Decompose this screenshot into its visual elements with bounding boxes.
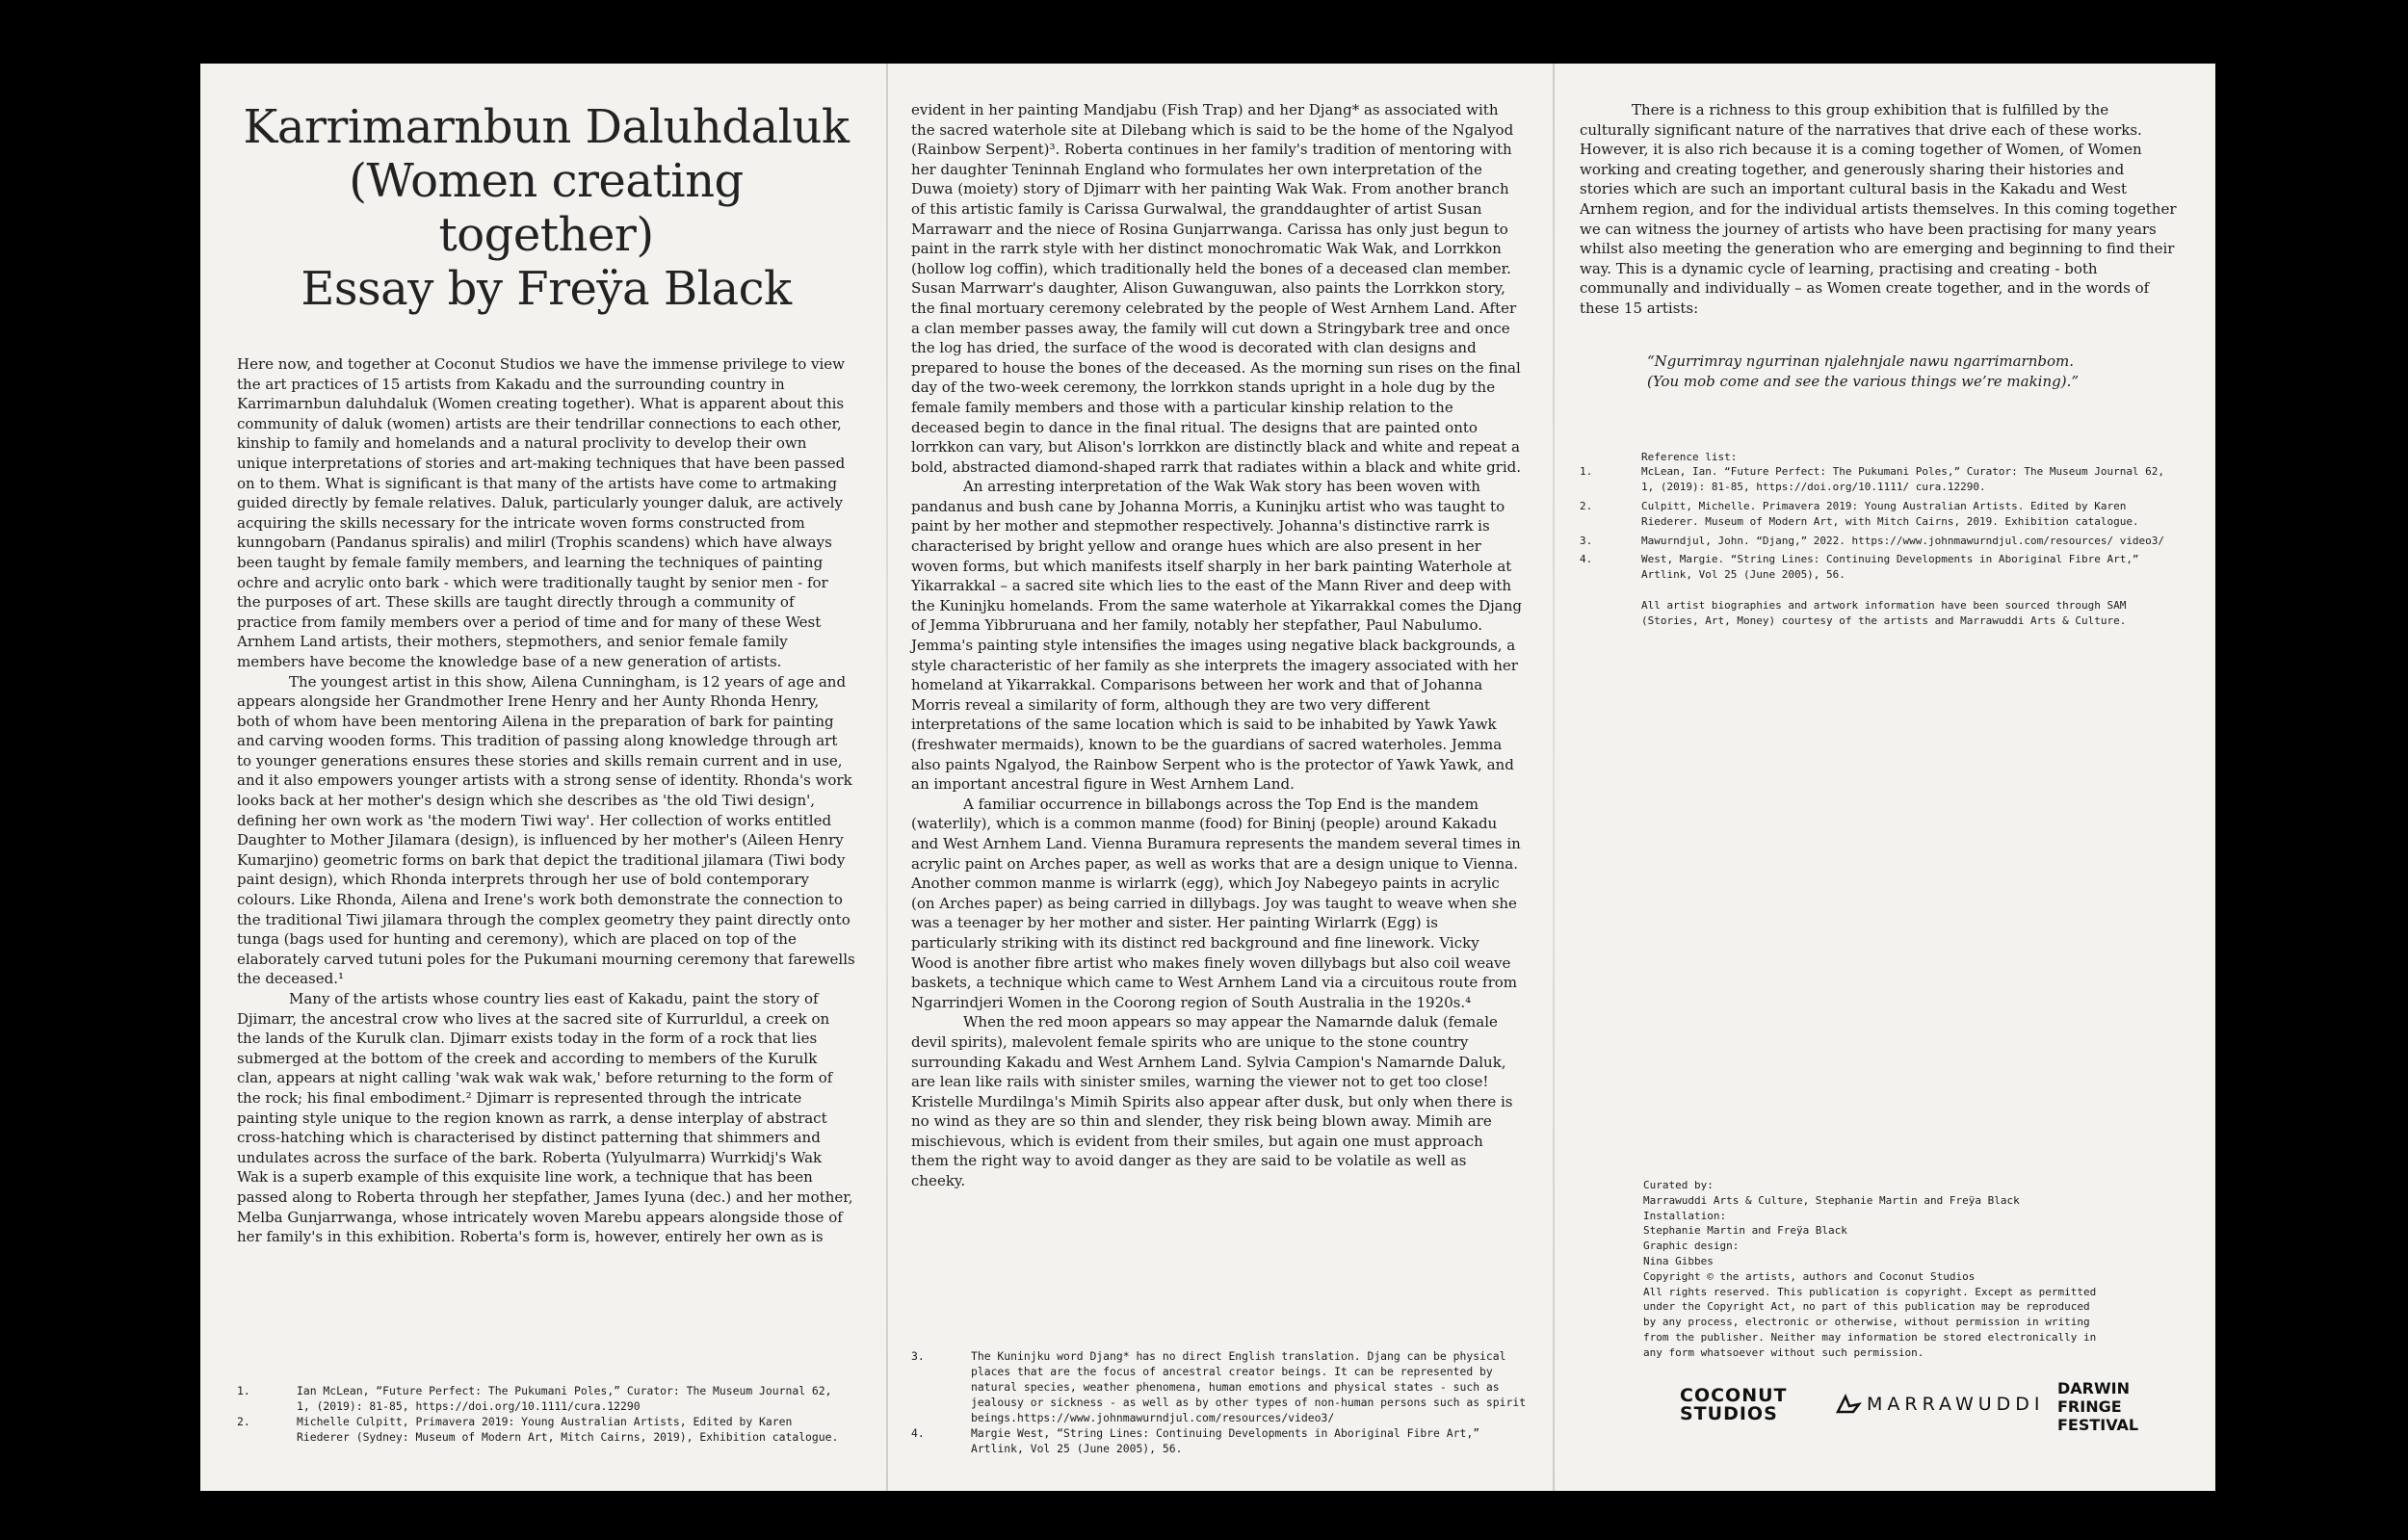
credit-line: All rights reserved. This publication is copyright. Except as permitted <box>1643 1285 2097 1298</box>
reference-item: 1. McLean, Ian. “Future Perfect: The Pukumani Poles,” Curator: The Museum Journal 62, 1, (2019): 81-85, https://doi.org/10.1111/ cura.12290. <box>1580 465 2165 494</box>
essay-body-col1 <box>237 354 855 1247</box>
sources-note: All artist biographies and artwork information have been sourced through SAM (Stories, Art, Money) courtesy of the artists and Marrawuddi Arts & Culture. <box>1641 598 2127 627</box>
marrawuddi-figure-icon <box>1834 1393 1863 1416</box>
reference-heading: Reference list: <box>1641 450 1738 463</box>
credit-line: from the publisher. Neither may information be stored electronically in <box>1643 1330 2097 1344</box>
credit-line: Graphic design: <box>1643 1240 1740 1253</box>
paragraph: There is a richness to this group exhibition that is fulfilled by the culturally significant nature of the narratives that drive each of these works. However, it is also rich because it is a coming together of Women, of Women working and creating together, and generously sharing their histories and stories which are such an important cultural basis in the Kakadu and West Arnhem region, and for the individual artists themselves. In this coming together we can witness the journey of artists who have been practising for many years whilst also meeting the generation who are emerging and beginning to find their way. This is a dynamic cycle of learning, practising and creating - both communally and individually – as Women create together, and in the words of these 15 artists: <box>1580 101 2177 317</box>
credit-line: Copyright © the artists, authors and Coconut Studios <box>1643 1269 1976 1283</box>
credit-line: Nina Gibbes <box>1643 1254 1714 1267</box>
reference-list <box>1580 450 2177 629</box>
panel-middle <box>888 64 1553 1491</box>
paragraph: Here now, and together at Coconut Studios we have the immense privilege to view the art practices of 15 artists from Kakadu and the surrounding country in Karrimarnbun daluhdaluk (Women creating together). What is apparent about this community of daluk (women) artists are their tendrillar connections to each other, kinship to family and homelands and a natural proclivity to develop their own unique interpretations of stories and art-making techniques that have been passed on to them. What is significant is that many of the artists have come to artmaking guided directly by female relatives. Daluk, particularly younger daluk, are actively acquiring the skills necessary for the intricate woven forms constructed from kunngobarn (Pandanus spiralis) and milirl (Trophis scandens) which have always been taught by female family members, and learning the techniques of painting ochre and acrylic onto bark - which were traditionally taught by senior men - for the purposes of art. These skills are taught directly through a community of practice from family members over a period of time and for many of these West Arnhem Land artists, their mothers, stepmothers, and senior female family members have become the knowledge base of a new generation of artists. <box>237 355 846 670</box>
paragraph: The youngest artist in this show, Ailena Cunningham, is 12 years of age and appears alongside her Grandmother Irene Henry and her Aunty Rhonda Henry, both of whom have been mentoring Ailena in the preparation of bark for painting and carving wooden forms. This tradition of passing along knowledge through art to younger generations ensures these stories and skills remain current and in use, and it also empowers younger artists with a strong sense of identity. Rhonda's work looks back at her mother's design which she describes as 'the old Tiwi design', defining her own work as 'the modern Tiwi way'. Her collection of works entitled Daughter to Mother Jilamara (design), is influenced by her mother's (Aileen Henry Kumarjino) geometric forms on bark that depict the traditional jilamara (Tiwi body paint design), which Rhonda interprets through her use of bold contemporary colours. Like Rhonda, Ailena and Irene's work both demonstrate the connection to the traditional Tiwi jilamara through the complex geometry they paint directly onto tunga (bags used for hunting and ceremony), which are placed on top of the elaborately carved tutuni poles for the Pukumani mourning ceremony that farewells the deceased.¹ <box>237 672 855 988</box>
footnote: 1. Ian McLean, “Future Perfect: The Pukumani Poles,” Curator: The Museum Journal 62, 1, (2019): 81-85, https://doi.org/10.1111/cura.12290 <box>237 1384 832 1413</box>
paragraph: A familiar occurrence in billabongs across the Top End is the mandem (waterlily), which is a common manme (food) for Bininj (people) around Kakadu and West Arnhem Land. Vienna Buramura represents the mandem several times in acrylic paint on Arches paper, as well as works that are a design unique to Vienna. Another common manme is wirlarrk (egg), which Joy Nabegeyo paints in acrylic (on Arches paper) as being carried in dillybags. Joy was taught to weave when she was a teenager by her mother and sister. Her painting Wirlarrk (Egg) is particularly striking with its distinct red background and fine linework. Vicky Wood is another fibre artist who makes finely woven dillybags but also coil weave baskets, a technique which came to West Arnhem Land via a circuitous route from Ngarrindjeri Women in the Coorong region of South Australia in the 1920s.⁴ <box>911 795 1521 1011</box>
title-line: Essay by Freÿa Black <box>301 262 792 316</box>
coconut-studios-logo: COCONUT STUDIOS <box>1680 1385 1788 1424</box>
paragraph: evident in her painting Mandjabu (Fish Trap) and her Djang* as associated with the sacred waterhole site at Dilebang which is said to be the home of the Ngalyod (Rainbow Serpent)³. Roberta continues in her family's tradition of mentoring with her daughter Teninnah England who formulates her own interpretation of the Duwa (moiety) story of Djimarr with her painting Wak Wak. From another branch of this artistic family is Carissa Gurwalwal, the granddaughter of artist Susan Marrawarr and the niece of Rosina Gunjarrwanga. Carissa has only just begun to paint in the rarrk style with her distinct monochromatic Wak Wak, and Lorrkkon (hollow log coffin), which traditionally held the bones of a deceased clan member. Susan Marrwarr's daughter, Alison Guwanguwan, also paints the Lorrkkon story, the final mortuary ceremony celebrated by the people of West Arnhem Land. After a clan member passes away, the family will cut down a Stringybark tree and once the log has dried, the surface of the wood is decorated with clan designs and prepared to house the bones of the deceased. As the morning sun rises on the final day of the two-week ceremony, the lorrkkon stands upright in a hole dug by the female family members and those with a particular kinship relation to the deceased begin to dance in the final ritual. The designs that are painted onto lorrkkon can vary, but Alison's lorrkkon are distinctly black and white and repeat a bold, abstracted diamond-shaped rarrk that radiates within a black and white grid. <box>911 101 1522 476</box>
marrawuddi-logo: MARRAWUDDI <box>1834 1393 2045 1416</box>
paragraph: An arresting interpretation of the Wak Wak story has been woven with pandanus and bush cane by Johanna Morris, a Kuninjku artist who was taught to paint by her mother and stepmother respectively. Johanna's distinctive rarrk is characterised by bright yellow and orange hues which are also present in her woven forms, but which manifests itself sharply in her bark painting Waterhole at Yikarrakkal – a sacred site which lies to the east of the Mann River and deep with the Kuninjku homelands. From the same waterhole at Yikarrakkal comes the Djang of Jemma Yibbruruana and her family, notably her stepfather, Paul Nabulumo. Jemma's painting style intensifies the images using negative black backgrounds, a style characteristic of her family as she interprets the imagery associated with her homeland at Yikarrakkal. Comparisons between her work and that of Johanna Morris reveal a similarity of form, although they are two very different interpretations of the same location which is said to be inhabited by Yawk Yawk (freshwater mermaids), known to be the guardians of sacred waterholes. Jemma also paints Ngalyod, the Rainbow Serpent who is the protector of Yawk Yawk, and an important ancestral figure in West Arnhem Land. <box>911 478 1523 794</box>
closing-quote <box>1647 352 2177 392</box>
quote-line: “Ngurrimray ngurrinan njalehnjale nawu ngarrimarnbom. <box>1647 352 2074 370</box>
footnotes-middle <box>911 1348 1528 1456</box>
credit-line: under the Copyright Act, no part of this publication may be reproduced <box>1643 1300 2090 1314</box>
panel-left <box>200 64 886 1491</box>
footnote: 3. The Kuninjku word Djang* has no direct English translation. Djang can be physical places that are the focus of ancestral creator beings. It can be represented by natural species, weather phenomena, human emotions and physical states - such as jealousy or sickness - as well as by other types of non-human persons such as spirit beings.https://www.johnmawurndjul.com/resources/video3/ <box>911 1349 1527 1424</box>
title-line: (Women creating together) <box>349 154 744 262</box>
footnotes-left <box>237 1383 844 1445</box>
quote-line: (You mob come and see the various things we’re making).” <box>1647 372 2080 390</box>
credit-line: Stephanie Martin and Freÿa Black <box>1643 1224 1847 1238</box>
footnote: 4. Margie West, “String Lines: Continuing Developments in Aboriginal Fibre Art,” Artlink, Vol 25 (June 2005), 56. <box>911 1426 1480 1455</box>
credits-block <box>1643 1178 2183 1361</box>
credit-line: any form whatsoever without such permission. <box>1643 1345 1924 1359</box>
reference-item: 4. West, Margie. “String Lines: Continuing Developments in Aboriginal Fibre Art,” Artlink, Vol 25 (June 2005), 56. <box>1580 553 2139 582</box>
darwin-fringe-festival-logo: DARWIN FRINGE FESTIVAL <box>2057 1379 2139 1434</box>
essay-title <box>237 100 855 316</box>
title-line: Karrimarnbun Daluhdaluk <box>243 100 850 154</box>
credit-line: Installation: <box>1643 1209 1727 1222</box>
credit-line: Curated by: <box>1643 1179 1714 1191</box>
paragraph: Many of the artists whose country lies east of Kakadu, paint the story of Djimarr, the ancestral crow who lives at the sacred site of Kurrurldul, a creek on the lands of the Kurulk clan. Djimarr exists today in the form of a rock that lies submerged at the bottom of the creek and according to members of the Kurulk clan, appears at night calling 'wak wak wak wak,' before returning to the form of the rock; his final embodiment.² Djimarr is represented through the intricate painting style unique to the region known as rarrk, a dense interplay of abstract cross-hatching which is characterised by distinct patterning that shimmers and undulates across the surface of the bark. Roberta (Yulyulmarra) Wurrkidj's Wak Wak is a superb example of this exquisite line work, a technique that has been passed along to Roberta through her stepfather, James Iyuna (dec.) and her mother, Melba Gunjarrwanga, whose intricately woven Marebu appears alongside those of her family's in this exhibition. Roberta's form is, however, entirely her own as is <box>237 990 853 1246</box>
essay-body-col3 <box>1580 100 2177 319</box>
credit-line: by any process, electronic or otherwise, without permission in writing <box>1643 1316 2090 1329</box>
credit-line: Marrawuddi Arts & Culture, Stephanie Martin and Freÿa Black <box>1643 1193 2020 1207</box>
essay-body-col2 <box>911 100 1524 1191</box>
paragraph: When the red moon appears so may appear the Namarnde daluk (female devil spirits), malevolent female spirits who are unique to the stone country surrounding Kakadu and West Arnhem Land. Sylvia Campion's Namarnde Daluk, are lean like rails with sinister smiles, warning the viewer not to get too close! Kristelle Murdilnga's Mimih Spirits also appear after dusk, but only when there is no wind as they are so thin and slender, they risk being blown away. Mimih are mischievous, which is evident from their smiles, but again one must approach them the right way to avoid danger as they are said to be volatile as well as cheeky. <box>911 1013 1513 1190</box>
reference-item: 3. Mawurndjul, John. “Djang,” 2022. https://www.johnmawurndjul.com/resources/ video3/ <box>1580 534 2165 547</box>
sponsor-logos <box>1680 1379 2142 1447</box>
reference-item: 2. Culpitt, Michelle. Primavera 2019: Young Australian Artists. Edited by Karen Riederer. Museum of Modern Art, with Mitch Cairns, 2019. Exhibition catalogue. <box>1580 499 2139 528</box>
footnote: 2. Michelle Culpitt, Primavera 2019: Young Australian Artists, Edited by Karen Riederer (Sydney: Museum of Modern Art, Mitch Cairns, 2019), Exhibition catalogue. <box>237 1415 839 1444</box>
